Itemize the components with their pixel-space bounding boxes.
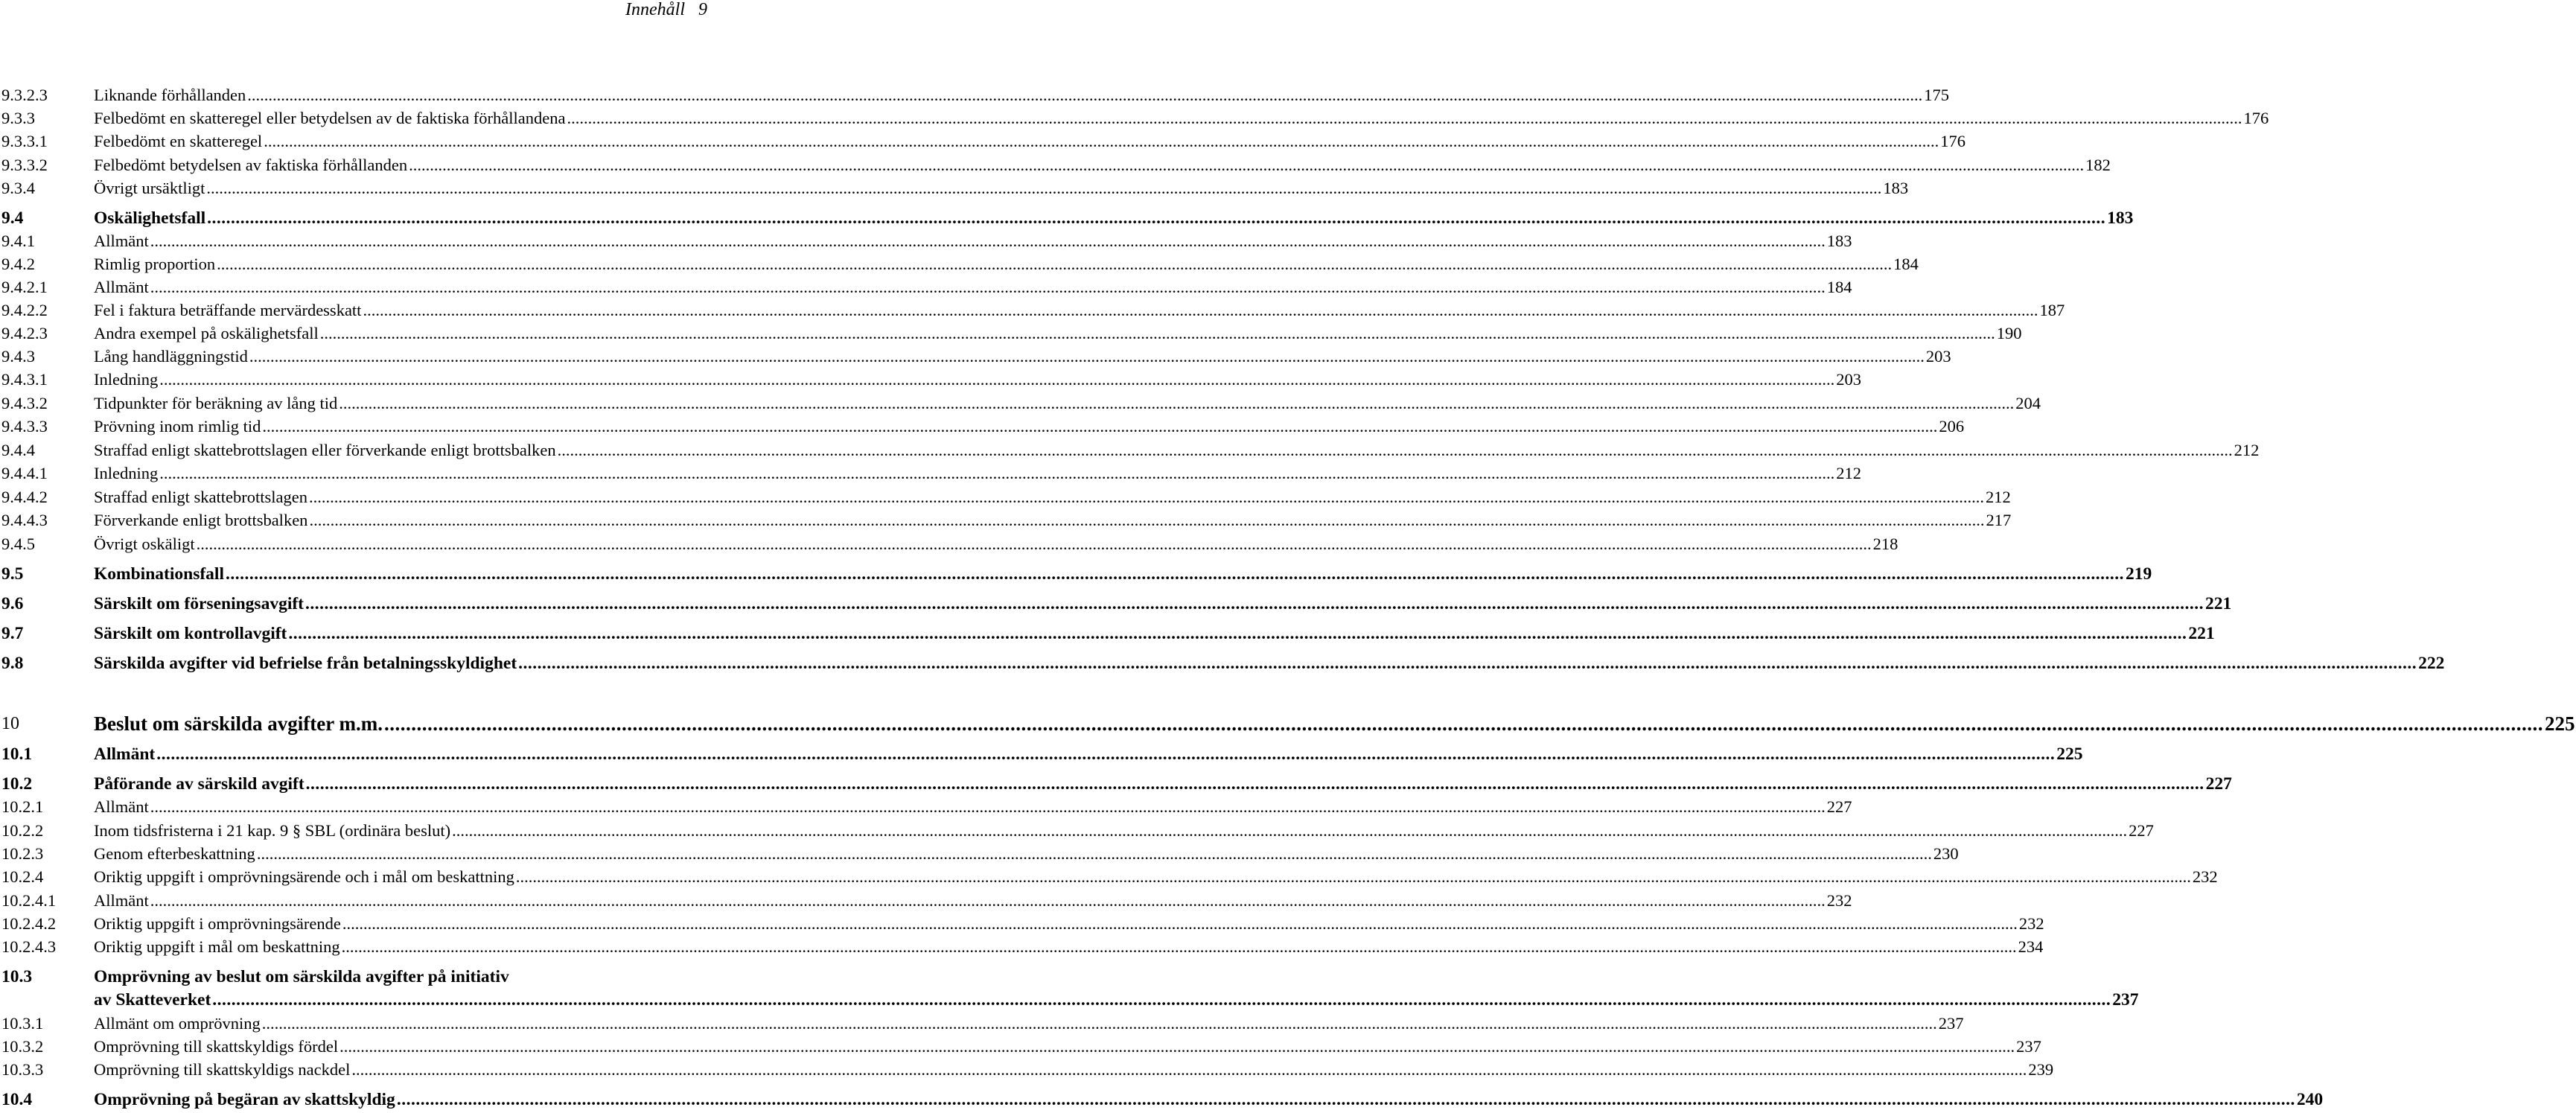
dot-leader: ................................................................................................................................................................................................................................................................................................................................................................................................................ xyxy=(264,132,1939,150)
toc-entry-title: Oskälighetsfall xyxy=(94,208,206,228)
toc-entry[interactable] xyxy=(0,439,2260,462)
toc-entry-number: 9.7 xyxy=(1,624,24,643)
toc-entry-title: Övrigt ursäktligt xyxy=(94,179,205,197)
dot-leader: ................................................................................................................................................................................................................................................................................................................................................................................................................ xyxy=(363,301,2038,319)
toc-entry-title: Omprövning på begäran av skattskyldig xyxy=(94,1090,395,1109)
toc-entry-page-number: 237 xyxy=(2016,1037,2041,1056)
dot-leader: ................................................................................................................................................................................................................................................................................................................................................................................................................ xyxy=(396,1090,2295,1109)
toc-entry-number: 9.4.1 xyxy=(1,232,35,250)
dot-leader: ................................................................................................................................................................................................................................................................................................................................................................................................................ xyxy=(207,208,2106,228)
toc-entry-title: Genom efterbeskattning xyxy=(94,844,255,863)
toc-entry-page-number: 203 xyxy=(1836,370,1861,389)
toc-entry[interactable] xyxy=(0,563,2152,585)
dot-leader: ................................................................................................................................................................................................................................................................................................................................................................................................................ xyxy=(319,324,1995,342)
toc-entry-title-continued: av Skatteverket xyxy=(94,990,211,1010)
toc-entry-title: Andra exempel på oskälighetsfall xyxy=(94,324,319,342)
toc-entry-number: 9.4.4.3 xyxy=(1,511,48,529)
toc-entry-page-number: 222 xyxy=(2418,654,2445,673)
toc-entry-page-number: 212 xyxy=(2234,441,2260,459)
toc-entry[interactable] xyxy=(0,936,2044,958)
toc-entry-title: Allmänt xyxy=(94,278,149,296)
toc-entry-number: 10.2.4.3 xyxy=(1,937,57,956)
toc-entry[interactable] xyxy=(0,773,2232,795)
toc-entry-number: 9.4.3 xyxy=(1,347,35,366)
toc-entry-title: Oriktig uppgift i mål om beskattning xyxy=(94,937,340,956)
header-title: Innehåll xyxy=(625,0,685,19)
toc-entry-number: 9.3.3.2 xyxy=(1,156,48,174)
toc-entry-title: Särskilt om kontrollavgift xyxy=(94,624,287,643)
toc-entry-number: 9.4.4 xyxy=(1,441,35,459)
toc-entry-page-number: 183 xyxy=(1826,232,1852,250)
toc-entry-title: Lång handläggningstid xyxy=(94,347,248,366)
toc-entry-page-number: 234 xyxy=(2018,937,2044,956)
dot-leader: ................................................................................................................................................................................................................................................................................................................................................................................................................ xyxy=(225,564,2124,584)
toc-entry-number: 9.4.3.1 xyxy=(1,370,48,389)
toc-entry[interactable] xyxy=(0,1036,2041,1058)
toc-entry-page-number: 206 xyxy=(1939,417,1965,436)
toc-entry-title: Oriktig uppgift i omprövningsärende xyxy=(94,914,341,933)
toc-entry[interactable] xyxy=(0,593,2232,615)
toc-entry[interactable] xyxy=(0,743,2083,765)
dot-leader: ................................................................................................................................................................................................................................................................................................................................................................................................................ xyxy=(150,232,1826,250)
toc-entry-page-number: 240 xyxy=(2296,1090,2324,1109)
toc-entry-title: Inledning xyxy=(94,464,159,482)
dot-leader: ................................................................................................................................................................................................................................................................................................................................................................................................................ xyxy=(217,255,1893,273)
toc-entry[interactable] xyxy=(0,415,1965,438)
toc-entry[interactable] xyxy=(0,345,1951,368)
dot-leader: ................................................................................................................................................................................................................................................................................................................................................................................................................ xyxy=(452,821,2128,840)
toc-entry[interactable] xyxy=(0,84,1950,106)
toc-entry-number: 10.3.3 xyxy=(1,1060,44,1079)
dot-leader: ................................................................................................................................................................................................................................................................................................................................................................................................................ xyxy=(212,990,2111,1010)
toc-entry-number: 9.4.4.1 xyxy=(1,464,48,482)
dot-leader: ................................................................................................................................................................................................................................................................................................................................................................................................................ xyxy=(383,712,2543,735)
toc-entry[interactable] xyxy=(0,843,1959,865)
toc-entry[interactable] xyxy=(0,820,2154,842)
toc-entry-page-number: 187 xyxy=(2039,301,2065,319)
dot-leader: ................................................................................................................................................................................................................................................................................................................................................................................................................ xyxy=(249,347,1925,366)
toc-entry[interactable] xyxy=(0,462,1861,485)
toc-entry[interactable] xyxy=(0,1088,2324,1111)
toc-entry[interactable] xyxy=(0,253,1919,275)
toc-entry-title: Allmänt xyxy=(94,232,149,250)
toc-entry-title: Inom tidsfristerna i 21 kap. 9 § SBL (ordinära beslut) xyxy=(94,821,451,840)
toc-entry-page-number: 237 xyxy=(1938,1014,1964,1033)
dot-leader: ................................................................................................................................................................................................................................................................................................................................................................................................................ xyxy=(341,937,2017,956)
toc-entry-page-number: 182 xyxy=(2085,156,2111,174)
dot-leader: ................................................................................................................................................................................................................................................................................................................................................................................................................ xyxy=(305,594,2204,613)
toc-entry-number: 10.3.2 xyxy=(1,1037,44,1056)
toc-entry[interactable] xyxy=(0,622,2215,645)
dot-leader: ................................................................................................................................................................................................................................................................................................................................................................................................................ xyxy=(256,844,1932,863)
toc-entry-page-number: 221 xyxy=(2188,624,2215,643)
toc-entry-number: 10.3.1 xyxy=(1,1014,44,1033)
toc-entry-number: 9.3.3.1 xyxy=(1,132,48,150)
toc-entry-page-number: 184 xyxy=(1893,255,1919,273)
toc-entry-title: Felbedömt en skatteregel xyxy=(94,132,263,150)
toc-entry[interactable] xyxy=(0,1059,2054,1081)
toc-entry-title: Straffad enligt skattebrottslagen eller förverkande enligt brottsbalken xyxy=(94,441,556,459)
toc-entry-number: 10.2.3 xyxy=(1,844,44,863)
toc-entry-page-number: 221 xyxy=(2205,594,2232,613)
dot-leader: ................................................................................................................................................................................................................................................................................................................................................................................................................ xyxy=(150,278,1826,296)
dot-leader: ................................................................................................................................................................................................................................................................................................................................................................................................................ xyxy=(150,797,1826,816)
toc-entry-number: 9.4 xyxy=(1,208,24,228)
toc-entry[interactable] xyxy=(0,509,2012,532)
dot-leader: ................................................................................................................................................................................................................................................................................................................................................................................................................ xyxy=(339,394,2015,412)
toc-entry[interactable] xyxy=(0,486,2011,508)
toc-entry-number: 10 xyxy=(1,714,19,733)
toc-entry-title: Beslut om särskilda avgifter m.m. xyxy=(94,712,383,735)
header-page-number: 9 xyxy=(698,0,707,19)
toc-entry-number: 10.1 xyxy=(1,744,33,764)
dot-leader: ................................................................................................................................................................................................................................................................................................................................................................................................................ xyxy=(261,1014,1937,1033)
toc-entry[interactable] xyxy=(0,154,2111,176)
toc-entry-page-number: 203 xyxy=(1925,347,1951,366)
toc-entry[interactable] xyxy=(0,533,1898,555)
toc-entry[interactable] xyxy=(0,107,2269,130)
toc-entry-number: 10.2.4.2 xyxy=(1,914,57,933)
toc-entry-title: Särskilt om förseningsavgift xyxy=(94,594,304,613)
toc-entry-title: Omprövning till skattskyldigs nackdel xyxy=(94,1060,351,1079)
toc-entry[interactable] xyxy=(0,299,2065,322)
toc-entry[interactable] xyxy=(0,130,1966,153)
dot-leader: ................................................................................................................................................................................................................................................................................................................................................................................................................ xyxy=(288,624,2187,643)
dot-leader: ................................................................................................................................................................................................................................................................................................................................................................................................................ xyxy=(206,179,1882,197)
toc-entry[interactable] xyxy=(0,276,1852,299)
toc-entry-page-number: 175 xyxy=(1924,86,1950,104)
toc-entry-page-number: 183 xyxy=(2107,208,2134,228)
toc-entry-title: Påförande av särskild avgift xyxy=(94,774,305,794)
toc-entry-number: 9.3.4 xyxy=(1,179,35,197)
dot-leader: ................................................................................................................................................................................................................................................................................................................................................................................................................ xyxy=(305,774,2204,794)
dot-leader: ................................................................................................................................................................................................................................................................................................................................................................................................................ xyxy=(159,464,1835,482)
toc-entry-page-number: 217 xyxy=(1986,511,2012,529)
toc-entry-title: Allmänt om omprövning xyxy=(94,1014,261,1033)
toc-entry[interactable] xyxy=(0,866,2218,888)
dot-leader: ................................................................................................................................................................................................................................................................................................................................................................................................................ xyxy=(309,488,1985,506)
toc-entry-title: Övrigt oskäligt xyxy=(94,535,195,553)
toc-entry-number: 9.4.5 xyxy=(1,535,35,553)
toc-entry-title: Tidpunkter för beräkning av lång tid xyxy=(94,394,338,412)
toc-entry-page-number: 204 xyxy=(2015,394,2041,412)
toc-entry-number: 9.5 xyxy=(1,564,24,584)
toc-entry-page-number: 237 xyxy=(2112,990,2139,1010)
toc-entry[interactable] xyxy=(0,207,2134,229)
toc-entry-page-number: 219 xyxy=(2125,564,2152,584)
toc-entry-page-number: 239 xyxy=(2028,1060,2054,1079)
toc-entry[interactable] xyxy=(0,652,2445,675)
toc-entry-page-number: 184 xyxy=(1826,278,1852,296)
toc-entry-number: 9.4.2 xyxy=(1,255,35,273)
toc-entry-title: Fel i faktura beträffande mervärdesskatt xyxy=(94,301,362,319)
toc-entry-title: Rimlig proportion xyxy=(94,255,216,273)
toc-entry[interactable] xyxy=(0,1012,1964,1035)
toc-entry-page-number: 212 xyxy=(1986,488,2011,506)
toc-entry-page-number: 232 xyxy=(1826,891,1852,910)
toc-entry-page-number: 218 xyxy=(1872,535,1898,553)
toc-entry[interactable] xyxy=(0,369,1861,391)
toc-entry-title: Felbedömt en skatteregel eller betydelsen av de faktiska förhållandena xyxy=(94,109,566,127)
dot-leader: ................................................................................................................................................................................................................................................................................................................................................................................................................ xyxy=(515,867,2191,886)
toc-entry-number: 9.4.2.1 xyxy=(1,278,48,296)
dot-leader: ................................................................................................................................................................................................................................................................................................................................................................................................................ xyxy=(342,914,2018,933)
toc-entry-title: Felbedömt betydelsen av faktiska förhållanden xyxy=(94,156,408,174)
toc-entry-number: 9.4.2.3 xyxy=(1,324,48,342)
toc-entry-number: 9.3.2.3 xyxy=(1,86,48,104)
toc-entry-page-number: 190 xyxy=(1996,324,2022,342)
toc-entry-number: 10.2.4.1 xyxy=(1,891,57,910)
toc-entry[interactable] xyxy=(0,913,2044,935)
toc-entry-page-number: 227 xyxy=(1826,797,1852,816)
toc-entry-page-number: 225 xyxy=(2544,712,2575,735)
dot-leader: ................................................................................................................................................................................................................................................................................................................................................................................................................ xyxy=(409,156,2085,174)
toc-entry-page-number: 232 xyxy=(2018,914,2044,933)
toc-entry[interactable] xyxy=(0,392,2041,415)
toc-entry-number: 9.8 xyxy=(1,654,24,673)
toc-entry[interactable] xyxy=(0,177,1909,200)
toc-entry-number: 9.4.4.2 xyxy=(1,488,48,506)
dot-leader: ................................................................................................................................................................................................................................................................................................................................................................................................................ xyxy=(150,891,1826,910)
toc-entry-number: 9.4.3.2 xyxy=(1,394,48,412)
toc-entry-number: 10.2.4 xyxy=(1,867,44,886)
toc-entry[interactable] xyxy=(0,966,2139,1012)
toc-entry-title: Särskilda avgifter vid befrielse från betalningsskyldighet xyxy=(94,654,517,673)
dot-leader: ................................................................................................................................................................................................................................................................................................................................................................................................................ xyxy=(159,370,1835,389)
toc-entry-title: Straffad enligt skattebrottslagen xyxy=(94,488,308,506)
toc-entry[interactable] xyxy=(0,230,1852,252)
dot-leader: ................................................................................................................................................................................................................................................................................................................................................................................................................ xyxy=(518,654,2417,673)
toc-entry-number: 10.2.1 xyxy=(1,797,44,816)
toc-entry-page-number: 176 xyxy=(2243,109,2269,127)
toc-entry-title: Allmänt xyxy=(94,891,149,910)
dot-leader: ................................................................................................................................................................................................................................................................................................................................................................................................................ xyxy=(156,744,2056,764)
toc-entry-title: Liknande förhållanden xyxy=(94,86,246,104)
dot-leader: ................................................................................................................................................................................................................................................................................................................................................................................................................ xyxy=(247,86,1923,104)
dot-leader: ................................................................................................................................................................................................................................................................................................................................................................................................................ xyxy=(557,441,2233,459)
toc-entry[interactable] xyxy=(0,796,1852,818)
toc-entry-title: Oriktig uppgift i omprövningsärende och i mål om beskattning xyxy=(94,867,514,886)
toc-entry-title: Omprövning av beslut om särskilda avgifter på initiativ xyxy=(94,967,509,986)
toc-entry[interactable] xyxy=(0,890,1852,912)
dot-leader: ................................................................................................................................................................................................................................................................................................................................................................................................................ xyxy=(339,1037,2015,1056)
dot-leader: ................................................................................................................................................................................................................................................................................................................................................................................................................ xyxy=(567,109,2242,127)
toc-entry-page-number: 227 xyxy=(2205,774,2232,794)
toc-entry[interactable] xyxy=(0,712,2575,735)
toc-entry-title: Förverkande enligt brottsbalken xyxy=(94,511,308,529)
toc-entry-number: 9.4.2.2 xyxy=(1,301,48,319)
toc-entry-number: 10.3 xyxy=(1,967,33,986)
toc-entry-title: Omprövning till skattskyldigs fördel xyxy=(94,1037,339,1056)
dot-leader: ................................................................................................................................................................................................................................................................................................................................................................................................................ xyxy=(196,535,1872,553)
dot-leader: ................................................................................................................................................................................................................................................................................................................................................................................................................ xyxy=(262,417,1938,436)
toc-entry-page-number: 176 xyxy=(1940,132,1966,150)
toc-entry-page-number: 225 xyxy=(2056,744,2083,764)
toc-entry-title: Allmänt xyxy=(94,797,149,816)
toc-entry-number: 9.6 xyxy=(1,594,24,613)
toc-entry-page-number: 183 xyxy=(1883,179,1909,197)
toc-entry-title: Allmänt xyxy=(94,744,156,764)
toc-entry-number: 10.2.2 xyxy=(1,821,44,840)
toc-entry-page-number: 230 xyxy=(1933,844,1959,863)
dot-leader: ................................................................................................................................................................................................................................................................................................................................................................................................................ xyxy=(309,511,1985,529)
toc-entry-page-number: 227 xyxy=(2129,821,2154,840)
toc-entry-number: 9.3.3 xyxy=(1,109,35,127)
toc-entry-page-number: 212 xyxy=(1836,464,1861,482)
dot-leader: ................................................................................................................................................................................................................................................................................................................................................................................................................ xyxy=(351,1060,2027,1079)
toc-entry-number: 10.4 xyxy=(1,1090,33,1109)
toc-entry-number: 10.2 xyxy=(1,774,33,794)
toc-entry-title: Kombinationsfall xyxy=(94,564,224,584)
toc-entry-title: Prövning inom rimlig tid xyxy=(94,417,261,436)
toc-entry-page-number: 232 xyxy=(2192,867,2218,886)
toc-entry-number: 9.4.3.3 xyxy=(1,417,48,436)
toc-entry-title: Inledning xyxy=(94,370,159,389)
page-header xyxy=(625,0,707,24)
toc-entry[interactable] xyxy=(0,322,2022,345)
